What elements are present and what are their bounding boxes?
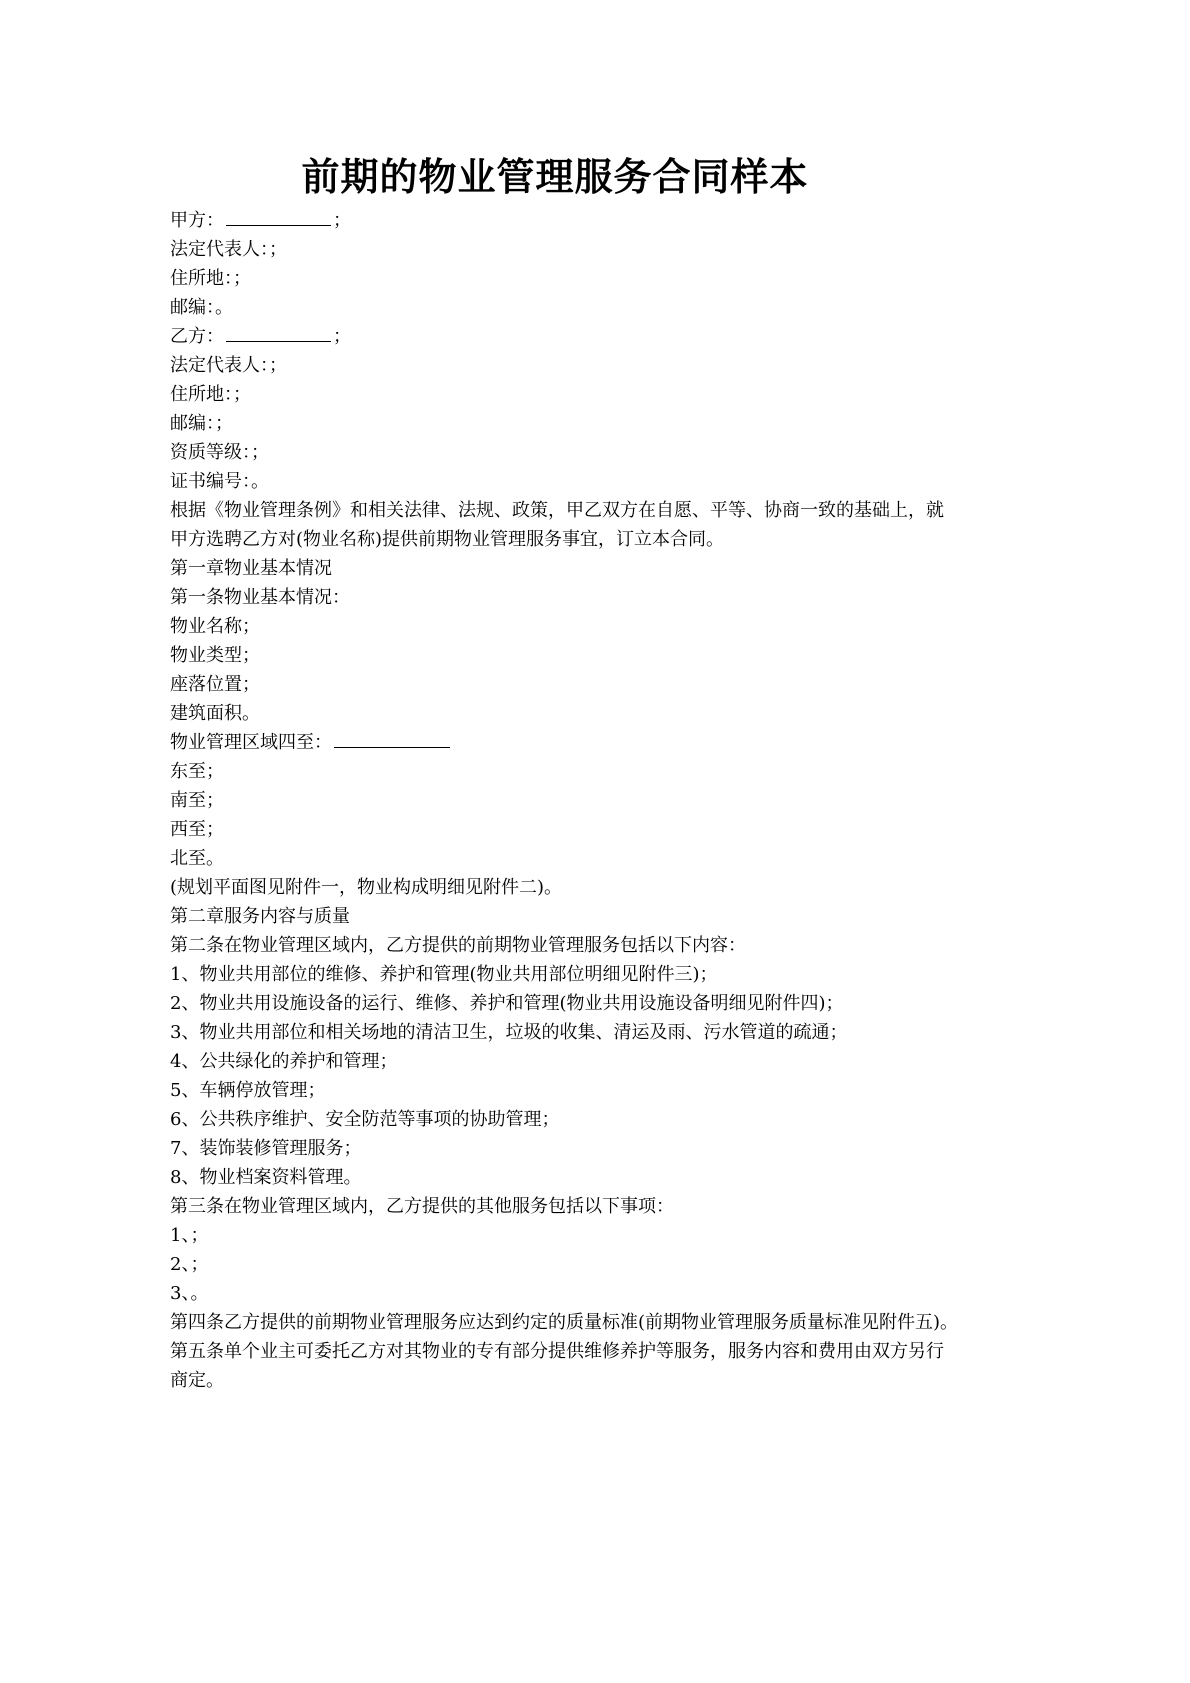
boundary-line (170, 728, 960, 757)
property-item: 座落位置； (170, 674, 260, 695)
boundary-item: 西至； (170, 819, 224, 840)
service-item: 5、车辆停放管理； (170, 1080, 326, 1101)
party-a-blank-field (226, 207, 331, 226)
party-a-label: 甲方： (170, 210, 224, 231)
party-a-suffix: ； (333, 210, 351, 231)
property-item: 建筑面积。 (170, 703, 260, 724)
property-item: 物业名称； (170, 616, 260, 637)
service-item: 7、装饰装修管理服务； (170, 1138, 362, 1159)
article-4: 第四条乙方提供的前期物业管理服务应达到约定的质量标准(前期物业管理服务质量标准见附件五)。 (170, 1312, 959, 1333)
service-item: 2、物业共用设施设备的运行、维修、养护和管理(物业共用设施设备明细见附件四)； (170, 993, 844, 1014)
party-a-postcode: 邮编：。 (170, 297, 233, 318)
party-b-suffix: ； (333, 326, 351, 347)
article-3: 第三条在物业管理区域内，乙方提供的其他服务包括以下事项： (170, 1196, 674, 1217)
party-a-legal-rep: 法定代表人：； (170, 239, 287, 260)
other-service-item: 3、。 (170, 1283, 209, 1304)
boundary-blank-field (334, 729, 450, 748)
service-item: 4、公共绿化的养护和管理； (170, 1051, 398, 1072)
property-item: 物业类型； (170, 645, 260, 666)
other-service-item: 1、； (170, 1225, 209, 1246)
chapter-1-heading: 第一章物业基本情况 (170, 558, 332, 579)
article-2: 第二条在物业管理区域内，乙方提供的前期物业管理服务包括以下内容： (170, 935, 746, 956)
chapter-2-heading: 第二章服务内容与质量 (170, 906, 350, 927)
other-service-item: 2、； (170, 1254, 209, 1275)
party-b-line (170, 322, 960, 351)
service-item: 1、物业共用部位的维修、养护和管理(物业共用部位明细见附件三)； (170, 964, 718, 985)
boundary-label: 物业管理区域四至： (170, 732, 332, 753)
service-item: 8、物业档案资料管理。 (170, 1167, 362, 1188)
party-a-address: 住所地：； (170, 268, 251, 289)
boundary-item: 北至。 (170, 848, 224, 869)
party-b-certificate: 证书编号：。 (170, 471, 269, 492)
article-5: 第五条单个业主可委托乙方对其物业的专有部分提供维修养护等服务，服务内容和费用由双方另行商定。 (170, 1341, 944, 1391)
preamble-paragraph: 根据《物业管理条例》和相关法律、法规、政策，甲乙双方在自愿、平等、协商一致的基础上，就甲方选聘乙方对(物业名称)提供前期物业管理服务事宜，订立本合同。 (170, 500, 944, 550)
boundary-item: 东至； (170, 761, 224, 782)
party-b-legal-rep: 法定代表人：； (170, 355, 287, 376)
article-1: 第一条物业基本情况： (170, 587, 350, 608)
party-b-postcode: 邮编：； (170, 413, 233, 434)
party-b-blank-field (226, 323, 331, 342)
party-b-label: 乙方： (170, 326, 224, 347)
party-b-address: 住所地：； (170, 384, 251, 405)
document-body (170, 206, 960, 1395)
boundary-item: 南至； (170, 790, 224, 811)
document-title: 前期的物业管理服务合同样本 (301, 155, 809, 199)
appendix-note: (规划平面图见附件一，物业构成明细见附件二)。 (170, 877, 563, 898)
service-item: 6、公共秩序维护、安全防范等事项的协助管理； (170, 1109, 560, 1130)
party-a-line (170, 206, 960, 235)
service-item: 3、物业共用部位和相关场地的清洁卫生，垃圾的收集、清运及雨、污水管道的疏通； (170, 1022, 848, 1043)
party-b-qualification: 资质等级：； (170, 442, 269, 463)
